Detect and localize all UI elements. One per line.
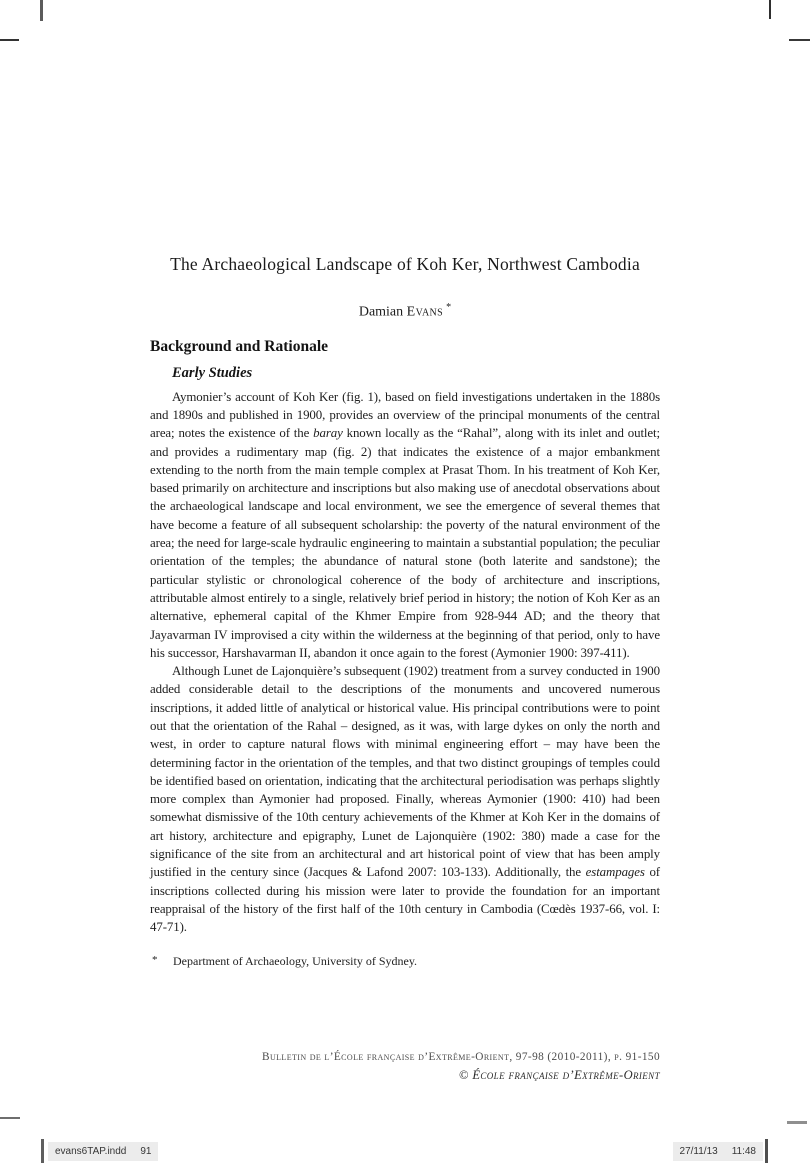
- print-slug-date: 27/11/13: [679, 1146, 718, 1157]
- crop-mark-top-left-horizontal: [0, 39, 19, 41]
- crop-mark-top-right-vertical: [769, 0, 771, 19]
- print-slug-left: [48, 1142, 158, 1161]
- body-paragraph: Aymonier’s account of Koh Ker (fig. 1), based on field investigations undertaken in the 1880s and 1890s and published in 1900, provides an overview of the principal monuments of the central area; notes the existence of the baray known locally as the “Rahal”, along with its inlet and outlet; and provides a rudimentary map (fig. 2) that indicates the existence of a major embankment extending to the north from the main temple complex at Prasat Thom. In his treatment of Koh Ker, based primarily on architecture and inscriptions but also making use of anecdotal observations about the archaeological landscape and local environment, we see the emergence of several themes that have become a feature of all subsequent scholarship: the poverty of the natural environment of the area; the need for large-scale hydraulic engineering to maintain a substantial population; the peculiar orientation of the temples; the abundance of natural stone (both laterite and sandstone); the particular stylistic or chronological coherence of the body of architecture and inscriptions, attributable almost entirely to a single, relatively brief period in history; the notion of Koh Ker as an alternative, ephemeral capital of the Khmer Empire from 928-944 AD; and the theory that Jayavarman IV improvised a city within the wilderness at the beginning of that period, only to have his successor, Harshavarman II, abandon it once again to the forest (Aymonier 1900: 397-411).: [150, 389, 660, 660]
- body-text: [150, 388, 660, 937]
- crop-mark-bottom-left-vertical: [41, 1139, 44, 1163]
- crop-mark-bottom-right-vertical: [765, 1139, 768, 1163]
- crop-mark-bottom-right-horizontal: [787, 1121, 807, 1124]
- author-line: [150, 302, 660, 321]
- author-given-name: Damian: [358, 304, 404, 320]
- subsection-heading: Early Studies: [172, 364, 253, 381]
- print-slug-page-number: 91: [140, 1146, 152, 1157]
- crop-mark-top-left-vertical: [40, 0, 43, 21]
- author-footnote-marker: *: [446, 302, 452, 313]
- journal-footer: [150, 1050, 660, 1083]
- author-surname: Evans: [406, 304, 444, 320]
- footnote-marker: *: [152, 953, 158, 966]
- copyright-line: © École française d’Extrême-Orient: [458, 1068, 660, 1082]
- crop-mark-top-right-horizontal: [789, 39, 810, 41]
- section-heading: Background and Rationale: [150, 337, 329, 355]
- article-title: The Archaeological Landscape of Koh Ker, Northwest Cambodia: [170, 254, 640, 274]
- print-slug-time: 11:48: [731, 1146, 756, 1157]
- journal-citation-line: Bulletin de l’École française d’Extrême-Orient, 97-98 (2010-2011), p. 91-150: [262, 1051, 660, 1063]
- footnote-text: Department of Archaeology, University of Sydney.: [173, 953, 418, 968]
- crop-mark-bottom-left-horizontal: [0, 1117, 20, 1119]
- print-slug-filename: evans6TAP.indd: [55, 1146, 127, 1157]
- article-column: [150, 253, 660, 969]
- footnote: [150, 953, 660, 969]
- print-slug-right: [673, 1142, 763, 1161]
- body-paragraph: Although Lunet de Lajonquière’s subsequent (1902) treatment from a survey conducted in 1900 added considerable detail to the descriptions of the monuments and uncovered numerous inscriptions, it added little of analytical or historical value. His principal contributions were to point out that the orientation of the Rahal – designed, as it was, with large dykes on only the north and west, in order to capture natural flows with minimal engineering effort – may have been the determining factor in the orientation of the temples, and that two distinct groupings of temples could be identified based on orientation, indicating that the architectural periodisation was perhaps slightly more complex than Aymonier had proposed. Finally, whereas Aymonier (1900: 410) had been somewhat dismissive of the 10th century achievements of the Khmer at Koh Ker in the domains of art history, architecture and epigraphy, Lunet de Lajonquière (1902: 380) made a case for the significance of the site from an architectural and art historical point of view that has been amply justified in the century since (Jacques & Lafond 2007: 103-133). Additionally, the estampages of inscriptions collected during his mission were later to provide the foundation for an important reappraisal of the history of the first half of the 10th century in Cambodia (Cœdès 1937-66, vol. I: 47-71).: [150, 664, 660, 935]
